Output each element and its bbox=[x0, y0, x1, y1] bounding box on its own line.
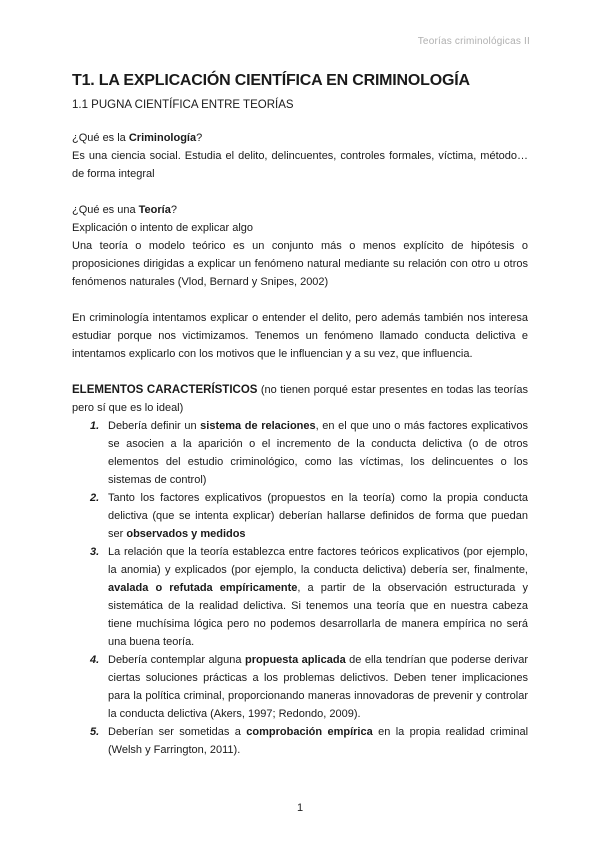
elements-heading: ELEMENTOS CARACTERÍSTICOS bbox=[72, 384, 258, 396]
item-text: Debería contemplar alguna bbox=[108, 654, 246, 666]
item-text: en la propia realidad criminal (Welsh y Farrington, 2011). bbox=[108, 726, 529, 756]
question-term: Teoría bbox=[138, 204, 171, 216]
item-number: 2. bbox=[90, 492, 100, 504]
elements-list bbox=[72, 417, 528, 759]
list-item bbox=[72, 543, 528, 651]
question-prefix: ¿Qué es una bbox=[72, 204, 139, 216]
page-content bbox=[72, 72, 528, 759]
list-item bbox=[72, 723, 528, 759]
list-item bbox=[72, 489, 528, 543]
elements-intro bbox=[72, 381, 528, 417]
list-item bbox=[72, 651, 528, 723]
item-number: 4. bbox=[90, 654, 100, 666]
item-text: , a partir de la observación estructurada y sistemática de la realidad delictiva. Si tenemos una teoría que en nuestra cabeza tiene muchísima lógica pero no podemos desarrollarla de manera empírica no será una buena teoría. bbox=[108, 582, 528, 648]
question-suffix: ? bbox=[170, 204, 177, 216]
item-number: 5. bbox=[90, 726, 100, 738]
list-item bbox=[72, 417, 528, 489]
question-theory bbox=[72, 201, 528, 219]
elements-note: (no tienen porqué estar presentes en todas las teorías pero sí que es lo ideal) bbox=[72, 384, 528, 414]
section-title: 1.1 PUGNA CIENTÍFICA ENTRE TEORÍAS bbox=[72, 99, 294, 111]
intro-paragraph: En criminología intentamos explicar o entender el delito, pero además también nos interesa estudiar porque nos victimizamos. Tenemos un fenómeno llamado conducta delictiva e intentamos explicarlo con los motivos que le influencian y a su vez, que influencia. bbox=[72, 312, 528, 360]
item-number: 3. bbox=[90, 546, 100, 558]
item-key: observados y medidos bbox=[126, 528, 246, 540]
item-key: propuesta aplicada bbox=[245, 654, 346, 666]
item-text: Tanto los factores explicativos (propuestos en la teoría) como la propia conducta delictiva (que se intenta explicar) deberían hallarse definidos de forma que puedan ser bbox=[108, 492, 528, 540]
question-criminology bbox=[72, 129, 528, 147]
chapter-title: T1. LA EXPLICACIÓN CIENTÍFICA EN CRIMINOLOGÍA bbox=[72, 72, 470, 89]
question-prefix: ¿Qué es la bbox=[72, 132, 129, 144]
answer-criminology: Es una ciencia social. Estudia el delito, delincuentes, controles formales, víctima, método… de forma integral bbox=[72, 150, 528, 180]
item-text: Debería definir un bbox=[108, 420, 201, 432]
item-text: La relación que la teoría establezca entre factores teóricos explicativos (por ejemplo, la anomia) y explicados (por ejemplo, la conducta delictiva) debería ser, finalmente, bbox=[108, 546, 528, 576]
question-suffix: ? bbox=[196, 132, 203, 144]
question-term: Criminología bbox=[128, 132, 197, 144]
item-key: avalada o refutada empíricamente bbox=[108, 582, 298, 594]
item-text: de ella tendrían que poderse derivar ciertas soluciones prácticas a los problemas delictivos. Deben tener implicaciones para la política criminal, proporcionando maneras innovadoras de prevenir y controlar la conducta delictiva (Akers, 1997; Redondo, 2009). bbox=[108, 654, 528, 720]
answer-theory-short: Explicación o intento de explicar algo bbox=[72, 222, 254, 234]
item-key: comprobación empírica bbox=[246, 726, 373, 738]
answer-theory-definition: Una teoría o modelo teórico es un conjunto más o menos explícito de hipótesis o proposiciones dirigidas a explicar un fenómeno natural mediante su relación con otro u otros fenómenos naturales (Vlod, Bernard y Snipes, 2002) bbox=[72, 240, 528, 288]
item-text: Deberían ser sometidas a bbox=[108, 726, 247, 738]
item-text: , en el que uno o más factores explicativos se asocien a la aparición o el incremento de la conducta delictiva (o de otros elementos del estudio criminológico, como las víctimas, los delincuentes o los sistemas de control) bbox=[108, 420, 528, 486]
item-key: sistema de relaciones bbox=[200, 420, 316, 432]
item-number: 1. bbox=[90, 420, 100, 432]
running-header: Teorías criminológicas II bbox=[417, 36, 530, 47]
page-number: 1 bbox=[296, 802, 304, 814]
